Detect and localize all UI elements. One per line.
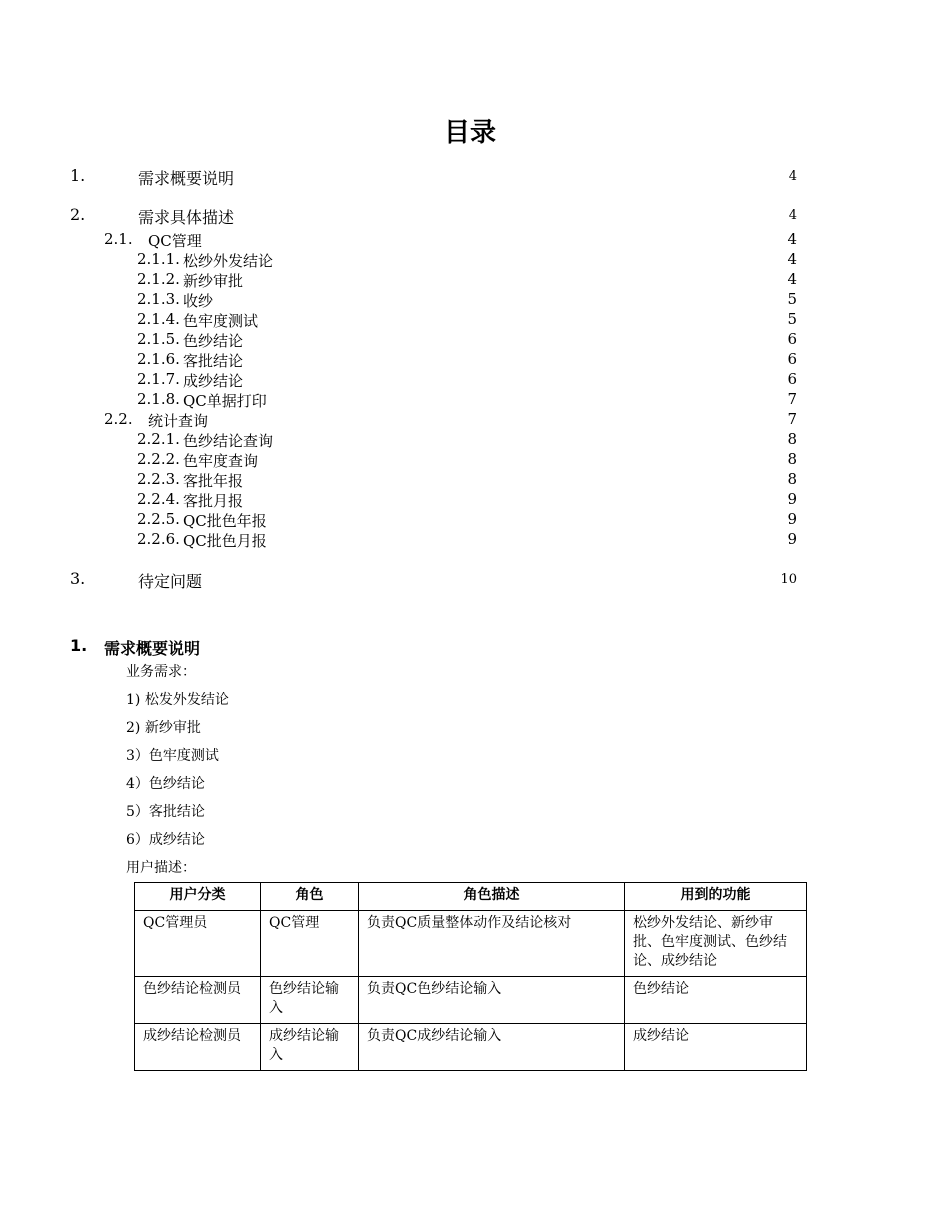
table-cell: 色纱结论输入 [261,977,359,1024]
toc-label: QC批色月报 [183,532,267,550]
toc-page-number: 8 [787,470,797,488]
table-cell: 色纱结论检测员 [135,977,261,1024]
table-cell: 色纱结论 [625,977,807,1024]
toc-label: 新纱审批 [183,272,244,290]
toc-page-number: 10 [780,572,797,587]
toc-page-number: 8 [787,430,797,448]
toc-number: 2.1.3. [137,290,180,308]
toc-number: 2.2.4. [137,490,180,508]
column-header: 角色描述 [359,883,625,911]
toc-number: 2.1. [104,230,133,248]
toc-label: 客批月报 [183,492,244,510]
toc-page-number: 4 [788,169,797,184]
toc-number: 2.2.5. [137,510,180,528]
toc-label: 色牢度查询 [183,452,259,470]
toc-page-number: 5 [787,310,797,328]
table-cell: QC管理 [261,911,359,977]
toc-label: 客批结论 [183,352,244,370]
toc-number: 2.1.4. [137,310,180,328]
table-header-row [135,883,807,911]
section-number: 1. [70,636,88,655]
list-item: 6）成纱结论 [126,832,205,848]
table-row [135,911,807,977]
table-cell: QC管理员 [135,911,261,977]
toc-label: 需求概要说明 [138,169,235,188]
toc-label: 统计查询 [148,412,209,430]
toc-page-number: 4 [788,208,797,223]
table-cell: 成纱结论检测员 [135,1024,261,1071]
toc-page-number: 4 [787,250,797,268]
list-item: 4）色纱结论 [126,776,205,792]
toc-number: 2.1.6. [137,350,180,368]
table-cell: 成纱结论 [625,1024,807,1071]
toc-number: 2.1.1. [137,250,180,268]
toc-label: 色纱结论查询 [183,432,274,450]
list-item: 3）色牢度测试 [126,748,219,764]
toc-label: 客批年报 [183,472,244,490]
column-header: 角色 [261,883,359,911]
toc-page-number: 6 [787,370,797,388]
toc-number: 2.1.5. [137,330,180,348]
toc-label: QC批色年报 [183,512,267,530]
toc-number: 2.1.8. [137,390,180,408]
toc-page-number: 7 [787,390,797,408]
column-header: 用到的功能 [625,883,807,911]
toc-label: 松纱外发结论 [183,252,274,270]
toc-label: QC管理 [148,232,202,250]
toc-page-number: 4 [787,230,797,248]
toc-number: 2.2.3. [137,470,180,488]
table-cell: 负责QC成纱结论输入 [359,1024,625,1071]
toc-number: 2.1.2. [137,270,180,288]
toc-page-number: 4 [787,270,797,288]
toc-number: 2.2.6. [137,530,180,548]
toc-page-number: 9 [787,490,797,508]
user-roles-table [134,882,807,1071]
table-cell: 负责QC质量整体动作及结论核对 [359,911,625,977]
toc-number: 2.2. [104,410,133,428]
toc-number: 2.1.7. [137,370,180,388]
table-cell: 成纱结论输入 [261,1024,359,1071]
table-row [135,1024,807,1071]
user-description-label: 用户描述： [126,860,196,876]
toc-number: 2.2.1. [137,430,180,448]
business-requirements-label: 业务需求： [126,664,196,680]
toc-page-number: 7 [787,410,797,428]
toc-page-number: 6 [787,330,797,348]
toc-label: 待定问题 [138,572,203,591]
toc-page-number: 9 [787,510,797,528]
list-item: 5）客批结论 [126,804,205,820]
list-item: 1) 松发外发结论 [126,692,229,708]
toc-page-number: 8 [787,450,797,468]
toc-number: 3. [70,569,86,588]
toc-page-number: 6 [787,350,797,368]
toc-label: 色牢度测试 [183,312,259,330]
toc-page-number: 9 [787,530,797,548]
toc-label: 收纱 [183,292,214,310]
toc-page-number: 5 [787,290,797,308]
toc-label: 色纱结论 [183,332,244,350]
toc-number: 2.2.2. [137,450,180,468]
toc-number: 1. [70,166,86,185]
list-item: 2) 新纱审批 [126,720,201,736]
toc-title: 目录 [443,118,496,148]
column-header: 用户分类 [135,883,261,911]
toc-label: QC单据打印 [183,392,267,410]
toc-number: 2. [70,205,86,224]
table-cell: 负责QC色纱结论输入 [359,977,625,1024]
toc-label: 需求具体描述 [138,208,235,227]
section-heading: 需求概要说明 [104,639,201,658]
toc-label: 成纱结论 [183,372,244,390]
table-cell: 松纱外发结论、新纱审批、色牢度测试、色纱结论、成纱结论 [625,911,807,977]
table-row [135,977,807,1024]
